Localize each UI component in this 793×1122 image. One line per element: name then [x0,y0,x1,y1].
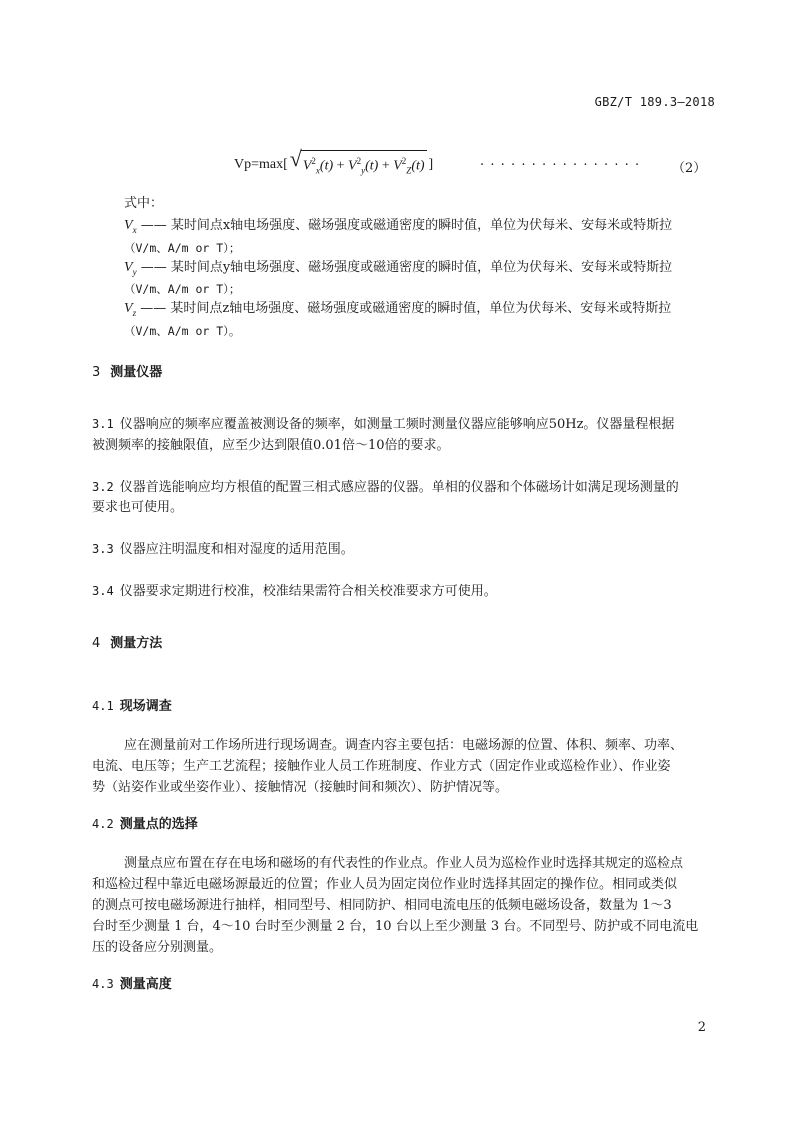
section-3-heading [92,361,162,380]
formula-leader-dots: ················ [480,158,646,173]
clause-3-4 [92,580,497,603]
definition-vx-units: （V/m、A/m or T）； [124,241,241,255]
paragraph-4-2-line-4: 台时至少测量 1 台，4～10 台时至少测量 2 台，10 台以上至少测量 3 台。不同型号、防护或不同电流电 [92,919,699,934]
square-root [289,146,427,180]
subsection-4-3-heading [92,973,172,992]
subsection-title: 测量高度 [119,977,172,992]
definition-text: 某时间点y轴电场强度、磁场强度或磁通密度的瞬时值，单位为伏每米、安每米或特斯拉 [166,260,673,275]
definition-vz-units: （V/m、A/m or T）。 [124,324,241,338]
paragraph-4-1-line-2: 电流、电压等；生产工艺流程；接触作业人员工作班制度、作业方式（固定作业或巡检作业）、作业姿 [92,759,671,774]
section-4-heading [92,632,162,651]
paragraph-4-2-line-5: 压的设备应分别测量。 [92,940,223,955]
clause-text-line-2: 被测频率的接触限值，应至少达到限值0.01倍～10倍的要求。 [92,438,450,453]
symbol-vx: $V_x$ [124,218,137,235]
clause-number: 3.1 [92,417,114,431]
definition-text: 某时间点x轴电场强度、磁场强度或磁通密度的瞬时值，单位为伏每米、安每米或特斯拉 [166,218,673,233]
definition-dash: —— [140,218,167,233]
clause-text-line-1: 仪器响应的频率应覆盖被测设备的频率，如测量工频时测量仪器应能够响应50Hz。仪器量程根据 [119,417,675,432]
definition-vy-units: （V/m、A/m or T）； [124,282,241,296]
subsection-number: 4.3 [92,977,114,991]
subsection-4-1-heading [92,695,172,714]
subsection-number: 4.1 [92,699,114,713]
paragraph-4-2-line-2: 和巡检过程中靠近电磁场源最近的位置；作业人员为固定岗位作业时选择其固定的操作位。相同或类似 [92,877,678,892]
definition-dash: —— [140,260,167,275]
formula-number: （2） [672,161,707,176]
section-number: 4 [92,636,101,651]
paragraph-4-2-line-1: 测量点应布置在存在电场和磁场的有代表性的作业点。作业人员为巡检作业时选择其规定的巡检点 [124,856,684,871]
definition-text: 某时间点z轴电场强度、磁场强度或磁通密度的瞬时值，单位为伏每米、安每米或特斯拉 [166,301,672,316]
clause-number: 3.4 [92,584,114,598]
formula-lhs: Vp=max[ [234,157,288,173]
subsection-title: 现场调查 [119,699,172,714]
document-code: GBZ/T 189.3—2018 [594,95,715,109]
paragraph-4-1-line-1: 应在测量前对工作场所进行现场调查。调查内容主要包括：电磁场源的位置、体积、频率、功率、 [124,738,684,753]
formula-rhs: ] [428,157,434,173]
radicand: $V^2_x(t) + V^2_y(t) + V^2_Z(t)$ [301,150,427,180]
clause-number: 3.2 [92,480,114,494]
subsection-4-2-heading [92,813,198,832]
section-title: 测量仪器 [110,365,163,380]
clause-3-2 [92,476,679,499]
clause-3-1 [92,413,674,436]
clause-number: 3.3 [92,542,114,556]
clause-3-3 [92,538,354,561]
clause-text-line-1: 仪器要求定期进行校准，校准结果需符合相关校准要求方可使用。 [119,584,497,599]
paragraph-4-2-line-3: 的测点可按电磁场源进行抽样，相同型号、相同防护、相同电流电压的低频电磁场设备，数量为 1～3 [92,898,672,913]
symbol-vy: $V_y$ [124,260,137,277]
subsection-number: 4.2 [92,817,114,831]
page-number: 2 [697,1020,706,1035]
clause-text-line-1: 仪器首选能响应均方根值的配置三相式感应器的仪器。单相的仪器和个体磁场计如满足现场测量的 [119,480,679,495]
radical-sign: √ [289,146,302,171]
definition-dash: —— [140,301,167,316]
paragraph-4-1-line-3: 势（站姿作业或坐姿作业）、接触情况（接触时间和频次）、防护情况等。 [92,780,509,795]
formula-2 [234,146,434,180]
symbol-vz: $V_z$ [124,301,137,318]
subsection-title: 测量点的选择 [119,817,198,832]
clause-text-line-1: 仪器应注明温度和相对湿度的适用范围。 [119,542,354,557]
clause-text-line-2: 要求也可使用。 [92,500,184,515]
section-number: 3 [92,365,101,380]
section-title: 测量方法 [110,636,163,651]
where-label: 式中： [124,196,164,211]
